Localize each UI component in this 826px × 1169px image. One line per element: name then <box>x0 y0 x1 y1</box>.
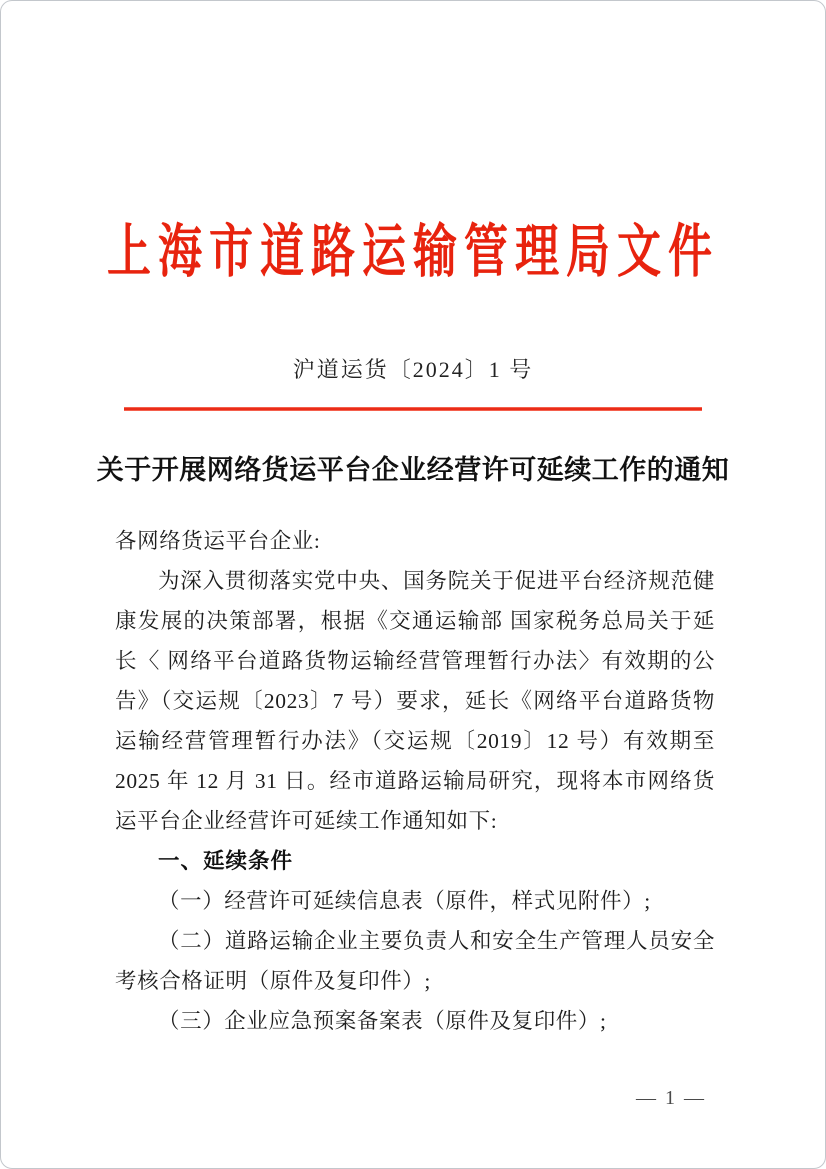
paragraph-intro: 为深入贯彻落实党中央、国务院关于促进平台经济规范健康发展的决策部署，根据《交通运输部 国家税务总局关于延长〈 网络平台道路货物运输经营管理暂行办法〉有效期的公告》（交运规〔2023〕7 号）要求，延长《网络平台道路货物运输经营管理暂行办法》（交运规〔2019〕12 号）有效期至 2025 年 12 月 31 日。经市道路运输局研究，现将本市网络货运平台企业经营许可延续工作通知如下: <box>115 569 715 833</box>
list-item-1: （一）经营许可延续信息表（原件，样式见附件）; <box>158 889 651 913</box>
section-heading-renewal-conditions: 一、延续条件 <box>158 849 294 873</box>
document-number: 沪道运货〔2024〕1 号 <box>292 357 534 382</box>
document-body <box>115 521 715 1041</box>
list-item-2: （二）道路运输企业主要负责人和安全生产管理人员安全考核合格证明（原件及复印件）; <box>115 929 715 993</box>
red-divider-rule <box>124 407 702 411</box>
salutation: 各网络货运平台企业: <box>115 529 321 553</box>
agency-masthead-text: 上海市道路运输管理局文件 <box>107 220 719 285</box>
document-title: 关于开展网络货运平台企业经营许可延续工作的通知 <box>96 455 730 485</box>
agency-masthead <box>1 220 825 291</box>
page-number: — 1 — <box>636 1087 706 1109</box>
list-item-3: （三）企业应急预案备案表（原件及复印件）; <box>158 1009 607 1033</box>
